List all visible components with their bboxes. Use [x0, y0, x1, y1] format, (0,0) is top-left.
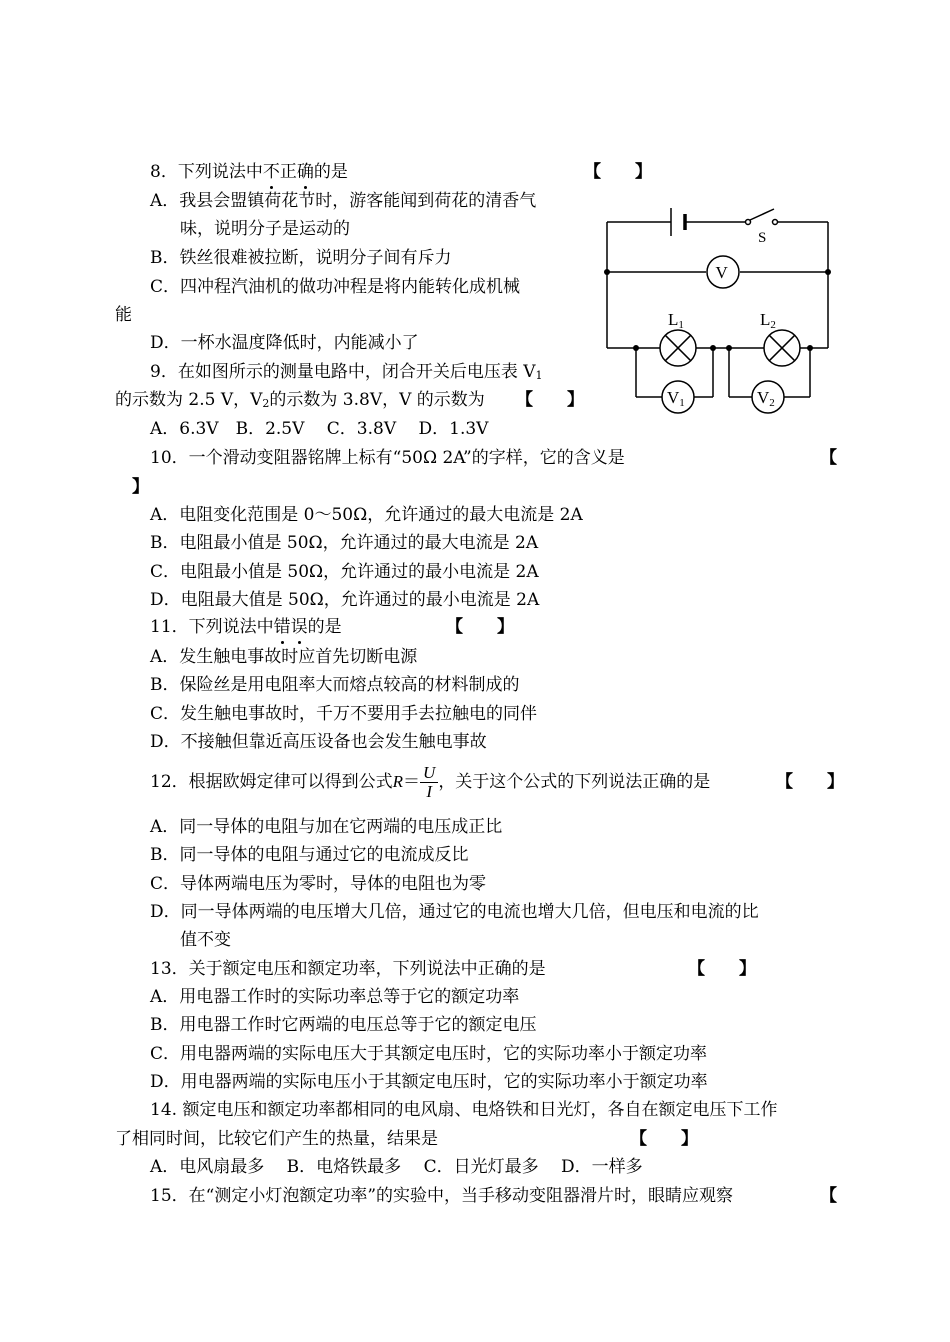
formula-r: R [392, 772, 404, 791]
q13-option-c: C．用电器两端的实际电压大于其额定电压时，它的实际功率小于额定功率 [150, 1044, 708, 1064]
q14-stem-cont: 了相同时间，比较它们产生的热量，结果是 [115, 1129, 438, 1149]
lamp-l1-icon [660, 330, 696, 366]
q12-option-c: C．导体两端电压为零时，导体的电阻也为零 [150, 874, 487, 894]
voltmeter-label: V [715, 263, 728, 282]
switch-icon [746, 209, 778, 225]
q10-bracket-open: 【 [820, 448, 837, 468]
lamp-l2-icon [764, 330, 800, 366]
voltmeter-icon [707, 256, 739, 288]
q8-option-c-cont: 能 [115, 305, 132, 325]
q12-option-d: D．同一导体两端的电压增大几倍，通过它的电流也增大几倍，但电压和电流的比 [150, 902, 759, 922]
q8-option-d: D．一杯水温度降低时，内能减小了 [150, 333, 419, 353]
voltmeter-v2-label: V2 [757, 388, 775, 409]
q8-option-a-cont: 味，说明分子是运动的 [180, 219, 350, 239]
q12-option-a: A．同一导体的电阻与加在它两端的电压成正比 [150, 817, 503, 837]
q13-option-b: B．用电器工作时它两端的电压总等于它的额定电压 [150, 1015, 537, 1035]
q11-answer-bracket: 【 】 [446, 617, 514, 637]
q12-answer-bracket: 【 】 [776, 772, 844, 792]
q10-bracket-close: 】 [132, 477, 149, 497]
q14-stem: 14. 额定电压和额定功率都相同的电风扇、电烙铁和日光灯，各自在额定电压下工作 [150, 1100, 778, 1120]
q13-option-a: A．用电器工作时的实际功率总等于它的额定功率 [150, 987, 520, 1007]
lamp-l2-label: L2 [760, 310, 776, 331]
lamp-l1-label: L1 [668, 310, 684, 331]
voltmeter-v2-icon [752, 381, 784, 413]
q11-option-d: D．不接触但靠近高压设备也会发生触电事故 [150, 732, 487, 752]
switch-label: S [758, 230, 767, 246]
formula-fraction: $\frac{U}{I}$ [420, 764, 438, 801]
q12-option-b: B．同一导体的电阻与通过它的电流成反比 [150, 845, 469, 865]
q10-option-c: C．电阻最小值是 50Ω，允许通过的最小电流是 2A [150, 562, 539, 582]
q14-options: A．电风扇最多 B．电烙铁最多 C．日光灯最多 D．一样多 [150, 1157, 643, 1177]
q9-stem: 9．在如图所示的测量电路中，闭合开关后电压表 $V_1$ [150, 362, 543, 382]
q8-option-c: C．四冲程汽油机的做功冲程是将内能转化成机械 [150, 277, 521, 297]
q13-answer-bracket: 【 】 [688, 959, 756, 979]
q12-stem: 12．根据欧姆定律可以得到公式R＝ $\frac{U}{I}$ ，关于这个公式的下列说法正确的是 [150, 763, 711, 801]
q10-option-b: B．电阻最小值是 50Ω，允许通过的最大电流是 2A [150, 533, 539, 553]
battery-icon [671, 208, 685, 236]
q15-stem: 15．在“测定小灯泡额定功率”的实验中，当手移动变阻器滑片时，眼睛应观察 [150, 1186, 734, 1206]
q9-stem-cont: 的示数为 2.5 V，$V_2$的示数为 3.8V，V 的示数为 [115, 390, 485, 410]
q8-option-b: B．铁丝很难被拉断，说明分子间有斥力 [150, 248, 452, 268]
q13-stem: 13．关于额定电压和额定功率，下列说法中正确的是 [150, 959, 546, 979]
circuit-diagram [600, 195, 840, 420]
voltmeter-v1-label: V1 [667, 388, 685, 409]
q14-answer-bracket: 【 】 [630, 1129, 698, 1149]
q10-stem: 10．一个滑动变阻器铭牌上标有“50Ω 2A”的字样，它的含义是 [150, 448, 625, 468]
q8-stem: 8．下列说法中不正确的是 [150, 162, 348, 182]
q13-option-d: D．用电器两端的实际电压小于其额定电压时，它的实际功率小于额定功率 [150, 1072, 708, 1092]
q12-option-d-cont: 值不变 [180, 930, 231, 950]
q15-bracket-open: 【 [820, 1186, 837, 1206]
q9-answer-bracket: 【 】 [516, 390, 584, 410]
q11-stem: 11．下列说法中错误的是 [150, 617, 342, 637]
q10-option-d: D．电阻最大值是 50Ω，允许通过的最小电流是 2A [150, 590, 540, 610]
voltmeter-v1-icon [662, 381, 694, 413]
q11-option-a: A．发生触电事故时应首先切断电源 [150, 647, 418, 667]
q8-answer-bracket: 【 】 [584, 162, 652, 182]
q11-option-c: C．发生触电事故时，千万不要用手去拉触电的同伴 [150, 704, 538, 724]
q11-option-b: B．保险丝是用电阻率大而熔点较高的材料制成的 [150, 675, 520, 695]
q10-option-a: A．电阻变化范围是 0～50Ω，允许通过的最大电流是 2A [150, 505, 583, 525]
q8-option-a: A．我县会盟镇荷花节时，游客能闻到荷花的清香气 [150, 191, 537, 211]
q9-options: A．6.3V B．2.5V C．3.8V D．1.3V [150, 419, 489, 439]
